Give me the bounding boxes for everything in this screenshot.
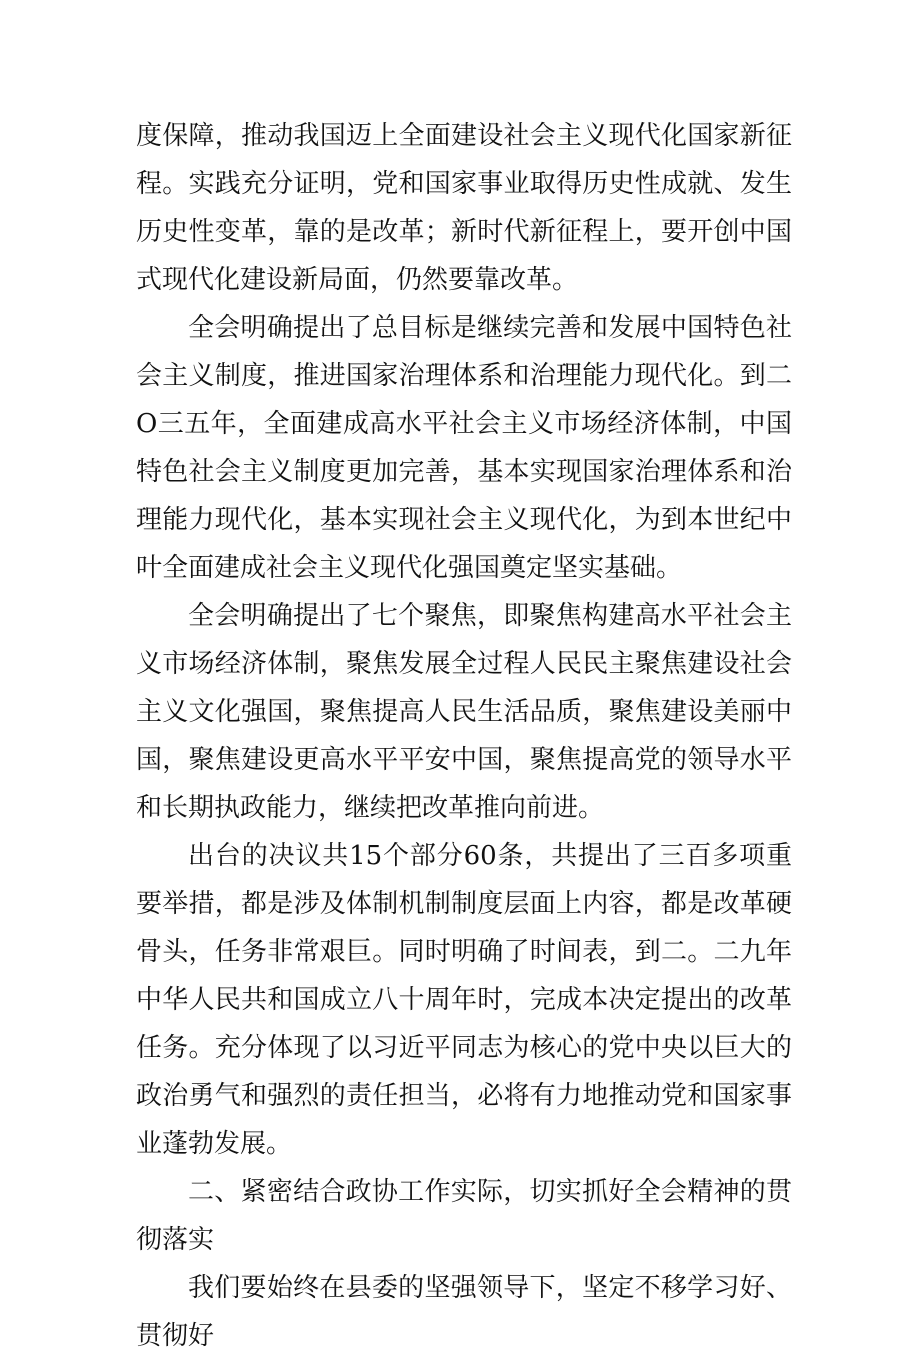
paragraph-overall-goal: 全会明确提出了总目标是继续完善和发展中国特色社会主义制度，推进国家治理体系和治理能力现代化。到二O三五年，全面建成高水平社会主义市场经济体制，中国特色社会主义制度更加完善，基本实现国家治理体系和治理能力现代化，基本实现社会主义现代化，为到本世纪中叶全面建成社会主义现代化强国奠定坚实基础。: [136, 313, 792, 583]
paragraph-continuation: 度保障，推动我国迈上全面建设社会主义现代化国家新征程。实践充分证明，党和国家事业取得历史性成就、发生历史性变革，靠的是改革；新时代新征程上，要开创中国式现代化建设新局面，仍然要靠改革。: [136, 121, 792, 295]
paragraph-resolution-details: 出台的决议共15个部分60条，共提出了三百多项重要举措，都是涉及体制机制制度层面上内容，都是改革硬骨头，任务非常艰巨。同时明确了时间表，到二。二九年中华人民共和国成立八十周年时，完成本决定提出的改革任务。充分体现了以习近平同志为核心的党中央以巨大的政治勇气和强烈的责任担当，必将有力地推动党和国家事业蓬勃发展。: [136, 841, 792, 1159]
section-heading: 二、紧密结合政协工作实际，切实抓好全会精神的贯彻落实: [136, 1177, 792, 1255]
document-body: [136, 112, 792, 1360]
paragraph-closing: 我们要始终在县委的坚强领导下，坚定不移学习好、贯彻好: [136, 1273, 792, 1351]
paragraph-seven-focuses: 全会明确提出了七个聚焦，即聚焦构建高水平社会主义市场经济体制，聚焦发展全过程人民民主聚焦建设社会主义文化强国，聚焦提高人民生活品质，聚焦建设美丽中国，聚焦建设更高水平平安中国，聚焦提高党的领导水平和长期执政能力，继续把改革推向前进。: [136, 601, 792, 823]
